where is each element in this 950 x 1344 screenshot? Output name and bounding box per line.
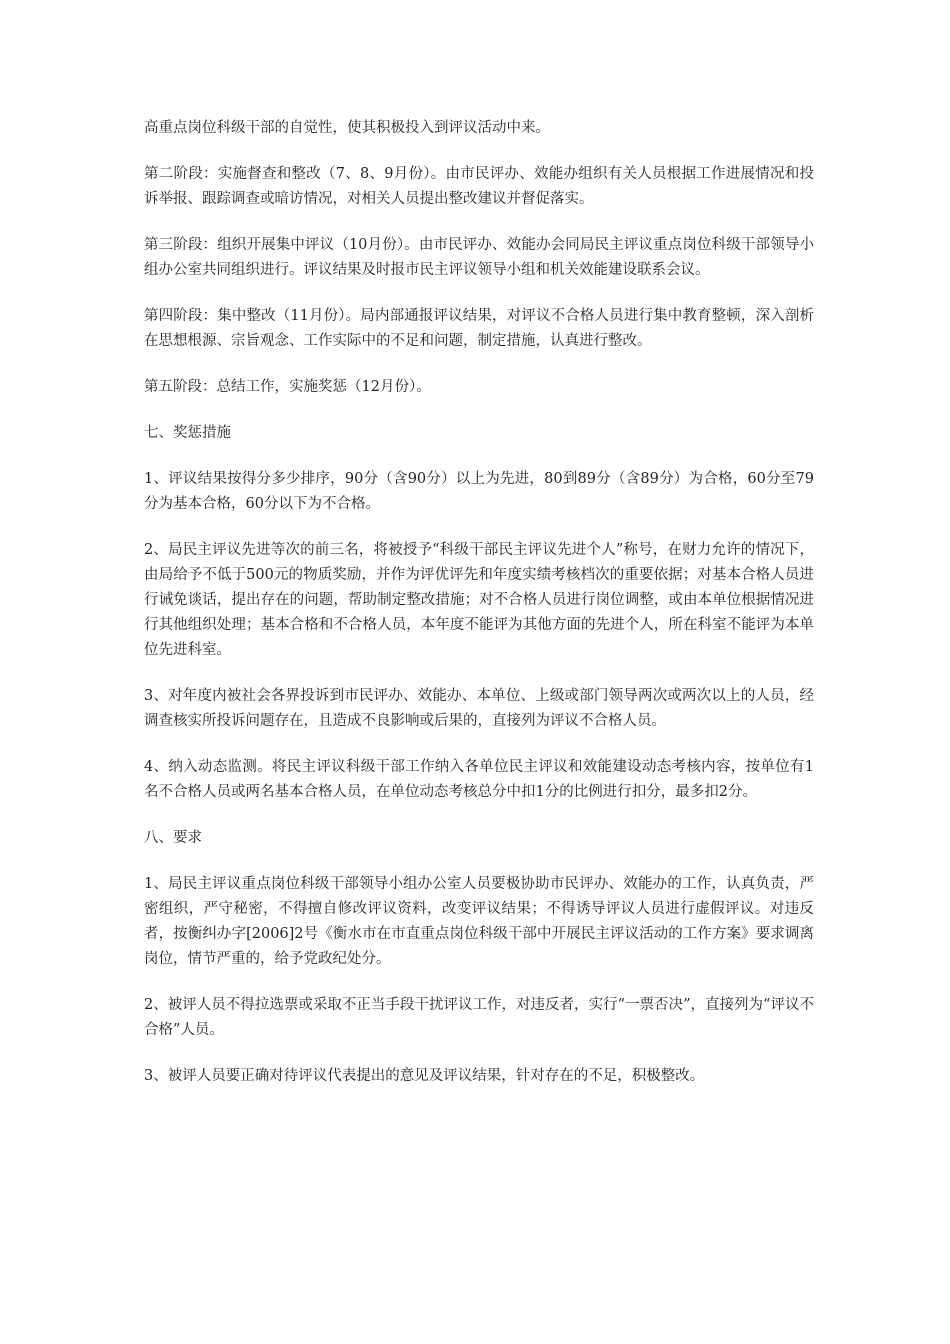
section-heading-requirements: 八、要求 xyxy=(144,830,202,846)
paragraph-stage-five: 第五阶段：总结工作，实施奖惩（12月份）。 xyxy=(144,379,431,395)
paragraph-requirement-2: 2、被评人员不得拉选票或采取不正当手段干扰评议工作，对违反者，实行“一票否决”，直接列为“评议不合格”人员。 xyxy=(144,997,814,1038)
paragraph-reward-3: 3、对年度内被社会各界投诉到市民评办、效能办、本单位、上级或部门领导两次或两次以上的人员，经调查核实所投诉问题存在，且造成不良影响或后果的，直接列为评议不合格人员。 xyxy=(144,688,814,729)
paragraph-reward-1: 1、评议结果按得分多少排序，90分（含90分）以上为先进，80到89分（含89分）为合格，60分至79分为基本合格，60分以下为不合格。 xyxy=(144,471,814,512)
section-heading-rewards: 七、奖惩措施 xyxy=(144,425,231,441)
paragraph-reward-4: 4、纳入动态监测。将民主评议科级干部工作纳入各单位民主评议和效能建设动态考核内容，按单位有1名不合格人员或两名基本合格人员，在单位动态考核总分中扣1分的比例进行扣分，最多扣2分。 xyxy=(144,759,814,800)
paragraph-stage-two: 第二阶段：实施督查和整改（7、8、9月份）。由市民评办、效能办组织有关人员根据工作进展情况和投诉举报、跟踪调查或暗访情况，对相关人员提出整改建议并督促落实。 xyxy=(144,166,814,207)
paragraph-requirement-3: 3、被评人员要正确对待评议代表提出的意见及评议结果，针对存在的不足，积极整改。 xyxy=(144,1068,705,1084)
paragraph-reward-2: 2、局民主评议先进等次的前三名，将被授予“科级干部民主评议先进个人”称号，在财力允许的情况下，由局给予不低于500元的物质奖励，并作为评优评先和年度实绩考核档次的重要依据；对基本合格人员进行诫免谈话，提出存在的问题，帮助制定整改措施；对不合格人员进行岗位调整，或由本单位根据情况进行其他组织处理；基本合格和不合格人员，本年度不能评为其他方面的先进个人，所在科室不能评为本单位先进科室。 xyxy=(144,542,814,658)
paragraph-stage-four: 第四阶段：集中整改（11月份）。局内部通报评议结果，对评议不合格人员进行集中教育整顿，深入剖析在思想根源、宗旨观念、工作实际中的不足和问题，制定措施，认真进行整改。 xyxy=(144,308,814,349)
paragraph-continuation: 高重点岗位科级干部的自觉性，使其积极投入到评议活动中来。 xyxy=(144,120,550,136)
document-body xyxy=(144,116,814,1110)
paragraph-requirement-1: 1、局民主评议重点岗位科级干部领导小组办公室人员要极协助市民评办、效能办的工作，认真负责，严密组织，严守秘密，不得擅自修改评议资料，改变评议结果；不得诱导评议人员进行虚假评议。对违反者，按衡纠办字[2006]2号《衡水市在市直重点岗位科级干部中开展民主评议活动的工作方案》要求调离岗位，情节严重的，给予党政纪处分。 xyxy=(144,876,814,967)
paragraph-stage-three: 第三阶段：组织开展集中评议（10月份）。由市民评办、效能办会同局民主评议重点岗位科级干部领导小组办公室共同组织进行。评议结果及时报市民主评议领导小组和机关效能建设联系会议。 xyxy=(144,237,814,278)
